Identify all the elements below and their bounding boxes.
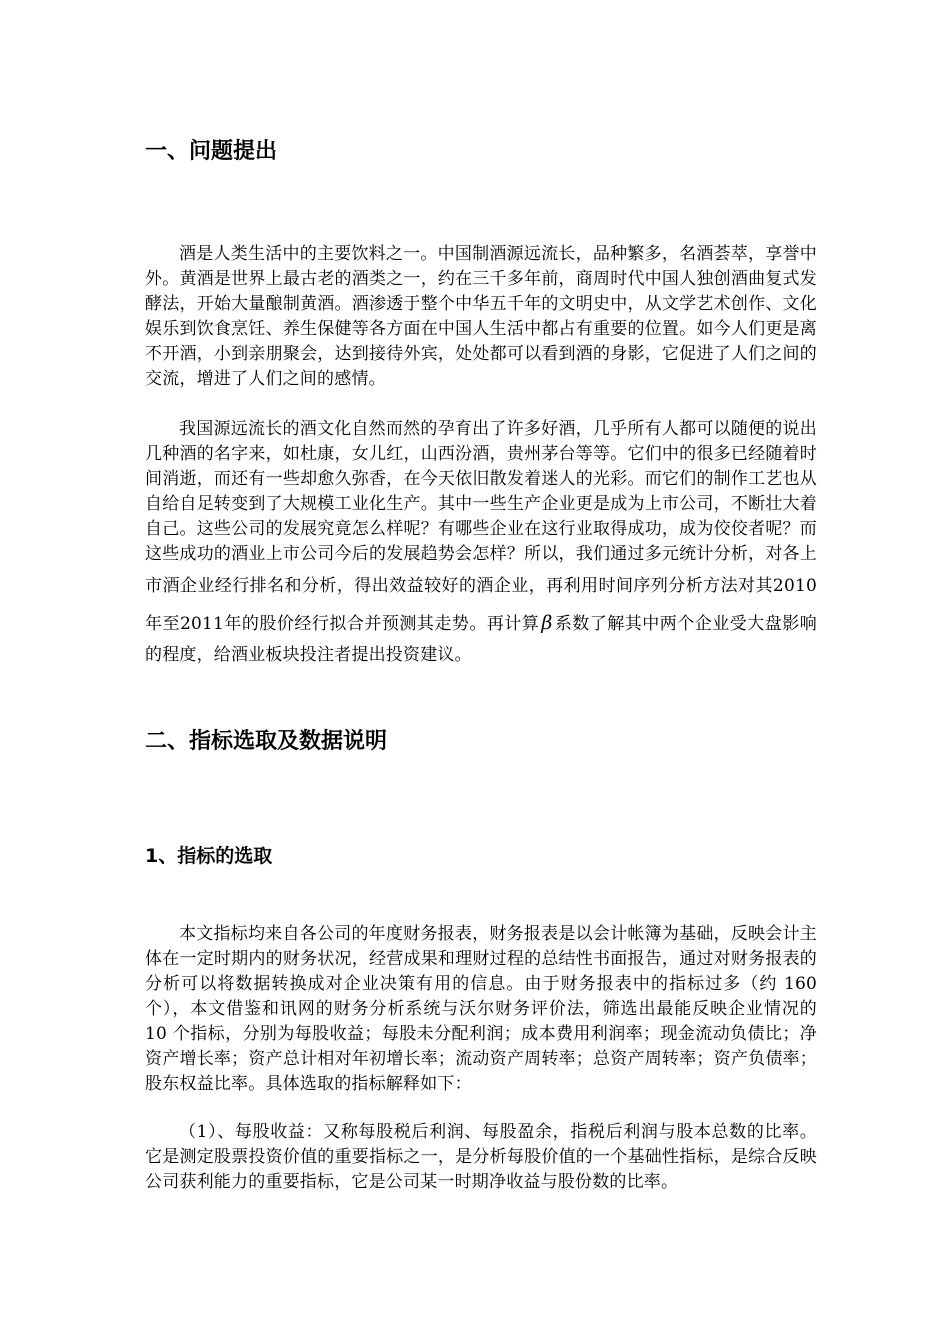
- paragraph-wine-culture: [145, 417, 817, 668]
- section-heading-problem: 一、问题提出: [145, 139, 278, 164]
- paragraph-indicator-source: 本文指标均来自各公司的年度财务报表，财务报表是以会计帐簿为基础，反映会计主体在一定时期内的财务状况，经营成果和理财过程的总结性书面报告，通过对财务报表的分析可以将数据转换成对企业决策有用的信息。由于财务报表中的指标过多（约 160 个），本文借鉴和讯网的财务分析系统与沃尔财务评价法，筛选出最能反映企业情况的 10 个指标，分别为每股收益；每股未分配利润；成本费用利润率；现金流动负债比；净资产增长率；资产总计相对年初增长率；流动资产周转率；总资产周转率；资产负债率；股东权益比率。具体选取的指标解释如下：: [145, 924, 817, 1094]
- section-heading-indicators: 二、指标选取及数据说明: [145, 729, 388, 754]
- paragraph-wine-culture-text-2: 2010年至2011年的股价经行拟合并预测其走势。再计算: [145, 576, 817, 634]
- beta-symbol: β: [541, 612, 553, 634]
- paragraph-eps-definition: （1）、每股收益：又称每股税后利润、每股盈余，指税后利润与股本总数的比率。它是测定股票投资价值的重要指标之一，是分析每股价值的一个基础性指标，是综合反映公司获利能力的重要指标，它是公司某一时期净收益与股份数的比率。: [145, 1122, 817, 1192]
- paragraph-wine-culture-text-3: 系数了解其中两个企业受大盘影响的程度，给酒业板块投注者提出投资建议。: [145, 614, 817, 665]
- paragraph-wine-intro: 酒是人类生活中的主要饮料之一。中国制酒源远流长，品种繁多，名酒荟萃，享誉中外。黄酒是世界上最古老的酒类之一，约在三千多年前，商周时代中国人独创酒曲复式发酵法，开始大量酿制黄酒。酒渗透于整个中华五千年的文明史中，从文学艺术创作、文化娱乐到饮食烹饪、养生保健等各方面在中国人生活中都占有重要的位置。如今人们更是离不开酒，小到亲朋聚会，达到接待外宾，处处都可以看到酒的身影，它促进了人们之间的交流，增进了人们之间的感情。: [145, 244, 817, 389]
- paragraph-wine-culture-text-1: 我国源远流长的酒文化自然而然的孕育出了许多好酒，几乎所有人都可以随便的说出几种酒的名字来，如杜康，女儿红，山西汾酒，贵州茅台等等。它们中的很多已经随着时间消逝，而还有一些却愈久弥香，在今天依旧散发着迷人的光彩。而它们的制作工艺也从自给自足转变到了大规模工业化生产。其中一些生产企业更是成为上市公司，不断壮大着自己。这些公司的发展究竟怎么样呢？有哪些企业在这行业取得成功，成为佼佼者呢？而这些成功的酒业上市公司今后的发展趋势会怎样？所以，我们通过多元统计分析，对各上市酒企业经行排名和分析，得出效益较好的酒企业，再利用时间序列分析方法对其: [145, 419, 817, 596]
- subsection-heading-selection: 1、指标的选取: [145, 845, 273, 867]
